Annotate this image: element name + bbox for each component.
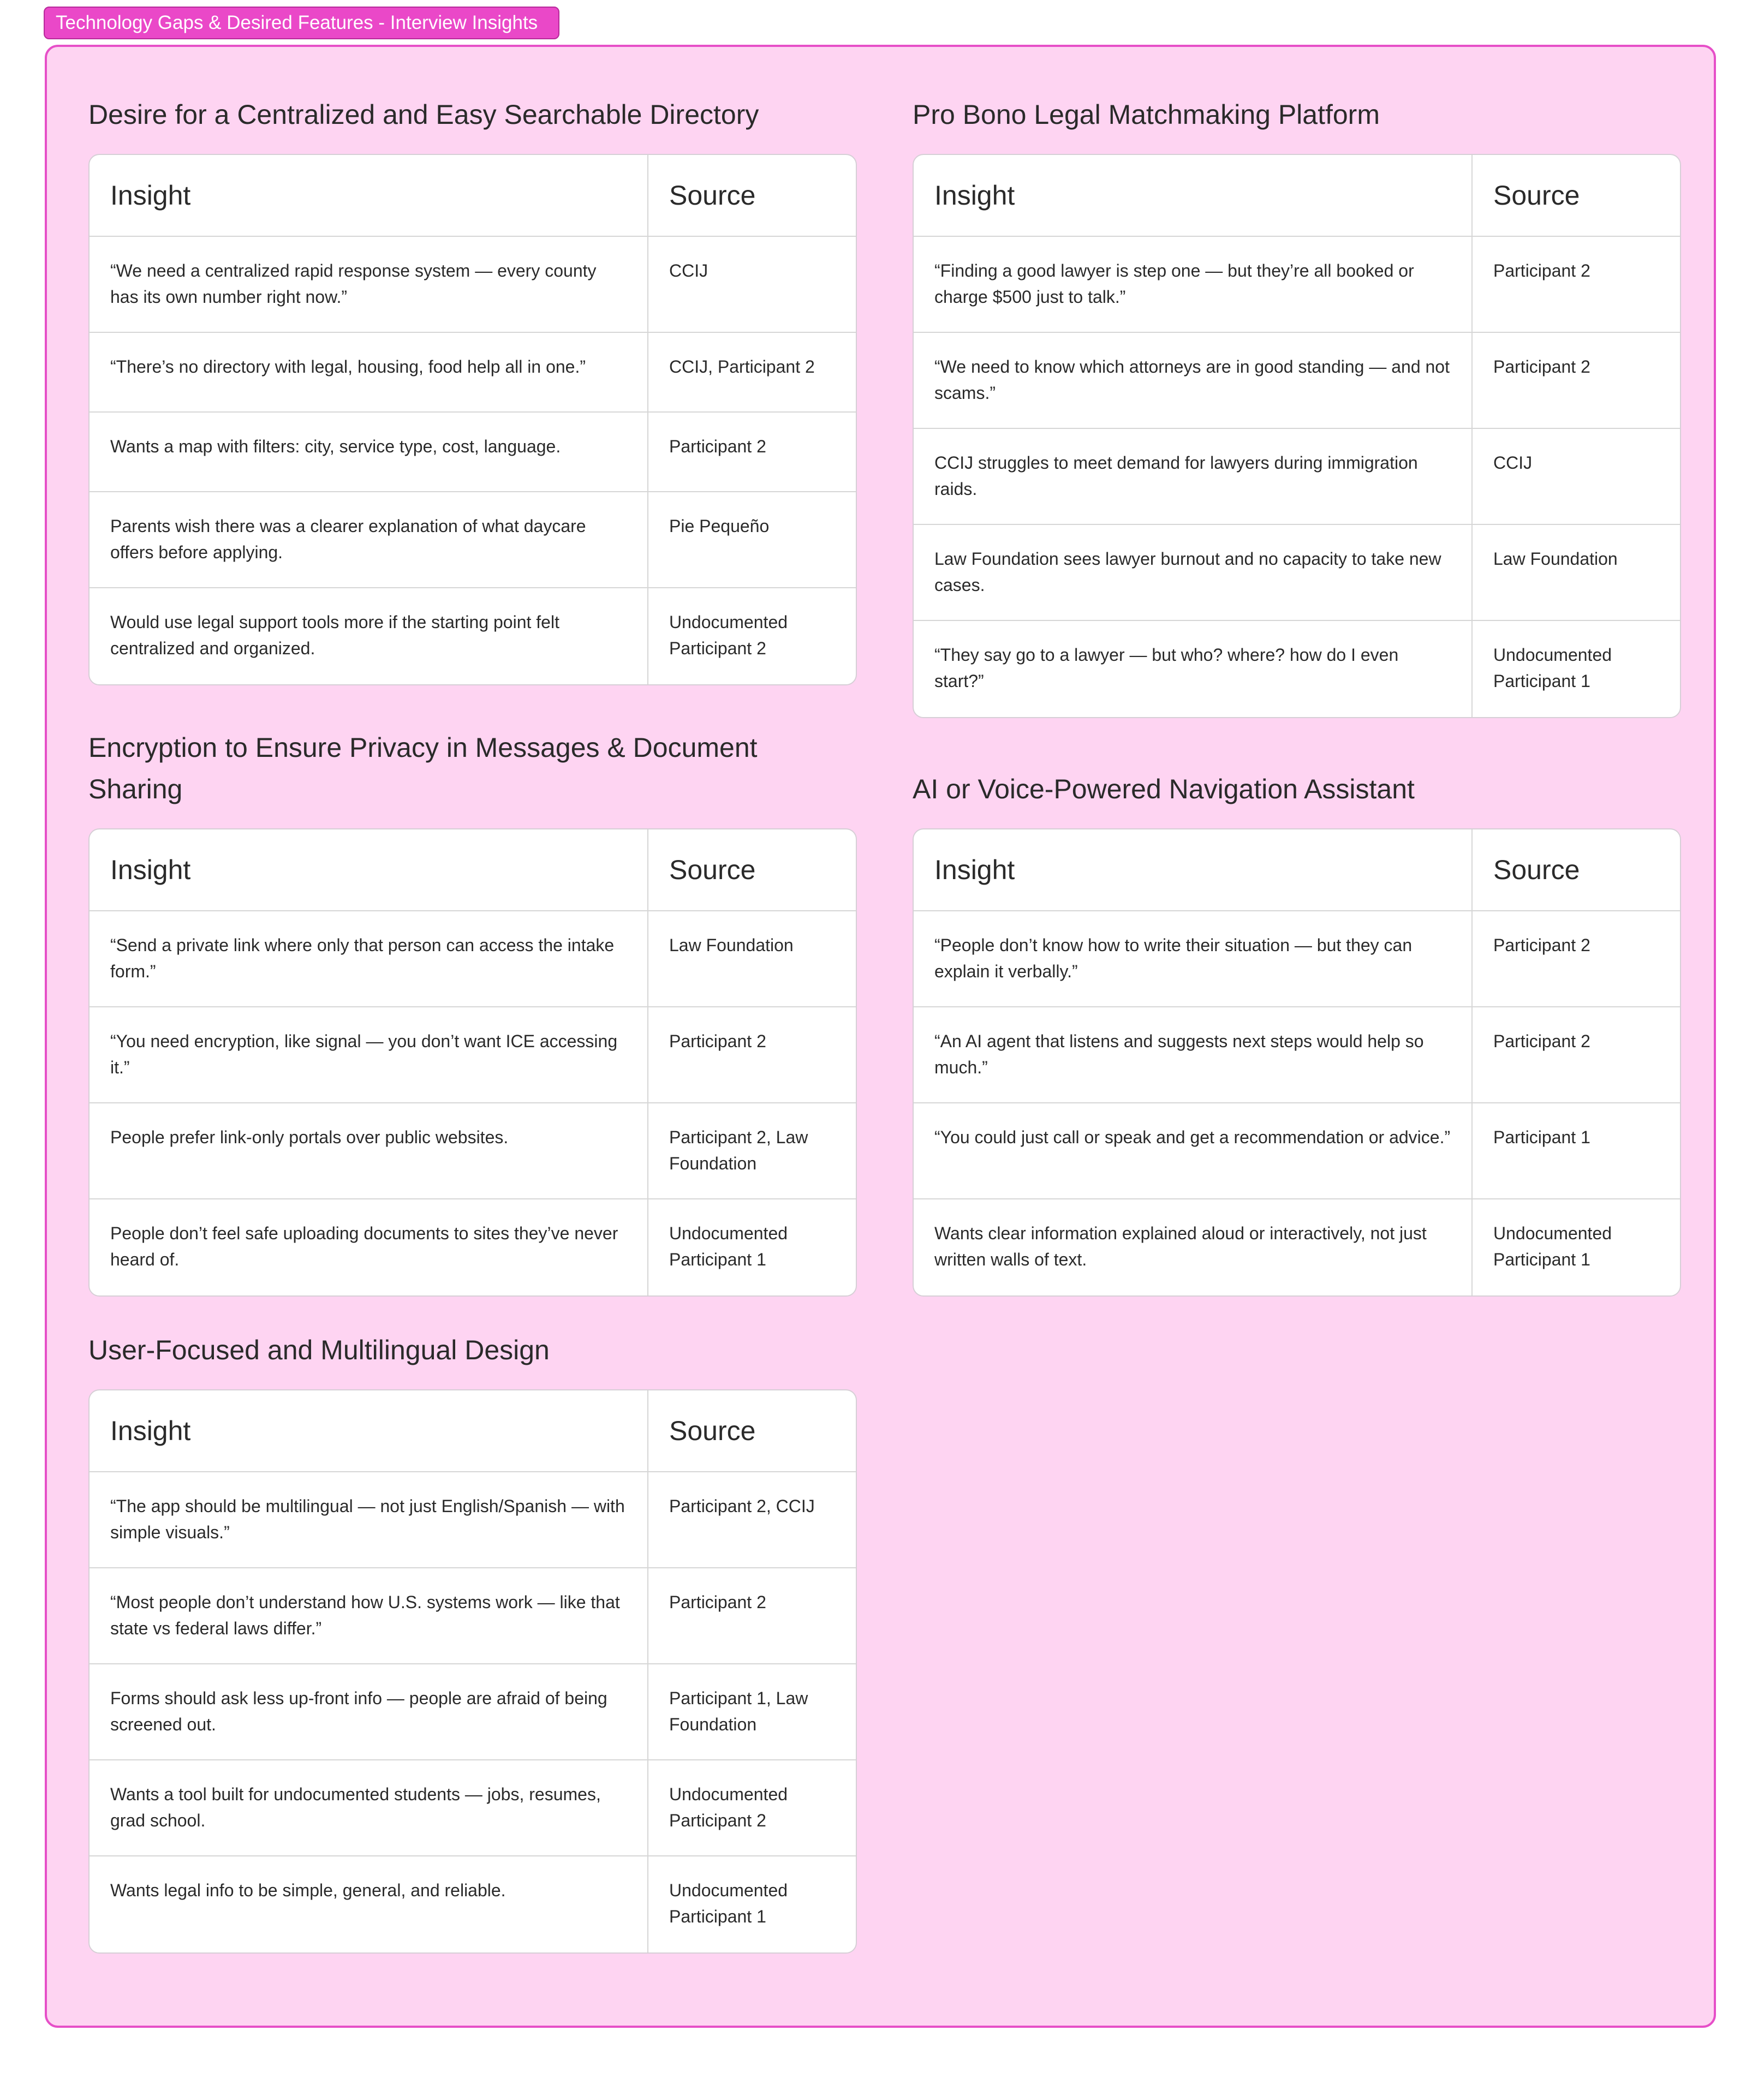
insights-table — [913, 828, 1681, 1297]
table-row — [914, 621, 1680, 717]
source-column-header: Source — [648, 155, 856, 237]
source-cell: Participant 2 — [1473, 1007, 1680, 1103]
frame-title[interactable]: Technology Gaps & Desired Features - Interview Insights — [44, 7, 559, 39]
table-row — [914, 429, 1680, 525]
section-centralized-directory — [88, 94, 857, 685]
source-cell: Participant 2 — [1473, 237, 1680, 333]
section-title: Encryption to Ensure Privacy in Messages & Document Sharing — [88, 732, 758, 804]
source-cell: Participant 2 — [648, 1568, 856, 1664]
insight-cell: “Most people don’t understand how U.S. systems work — like that state vs federal laws differ.” — [90, 1568, 648, 1664]
insight-cell: “An AI agent that listens and suggests next steps would help so much.” — [914, 1007, 1473, 1103]
table-row — [90, 413, 856, 492]
source-cell: Participant 2, CCIJ — [648, 1472, 856, 1568]
insights-table — [913, 154, 1681, 718]
source-cell: Participant 2 — [648, 413, 856, 492]
table-row — [914, 911, 1680, 1007]
source-cell: CCIJ — [648, 237, 856, 333]
table-row — [90, 1007, 856, 1103]
source-cell: Undocumented Participant 2 — [648, 1760, 856, 1856]
table-row — [90, 1856, 856, 1952]
source-cell: Law Foundation — [1473, 525, 1680, 621]
insight-column-header: Insight — [90, 829, 648, 911]
insight-cell: Parents wish there was a clearer explanation of what daycare offers before applying. — [90, 492, 648, 588]
insight-cell: Wants a map with filters: city, service type, cost, language. — [90, 413, 648, 492]
table-header-row — [914, 829, 1680, 911]
table-row — [90, 1103, 856, 1199]
section-multilingual-design — [88, 1329, 857, 1954]
insight-cell: People don’t feel safe uploading documents to sites they’ve never heard of. — [90, 1199, 648, 1295]
insight-cell: Wants legal info to be simple, general, and reliable. — [90, 1856, 648, 1952]
insight-cell: Law Foundation sees lawyer burnout and no capacity to take new cases. — [914, 525, 1473, 621]
source-cell: Participant 1 — [1473, 1103, 1680, 1199]
section-ai-voice-assistant — [913, 768, 1681, 1297]
table-row — [90, 911, 856, 1007]
insight-column-header: Insight — [914, 829, 1473, 911]
table-header-row — [914, 155, 1680, 237]
source-column-header: Source — [1473, 829, 1680, 911]
insight-cell: People prefer link-only portals over public websites. — [90, 1103, 648, 1199]
table-row — [914, 1103, 1680, 1199]
table-header-row — [90, 1390, 856, 1472]
table-row — [914, 333, 1680, 429]
insight-cell: “The app should be multilingual — not just English/Spanish — with simple visuals.” — [90, 1472, 648, 1568]
insight-cell: “Finding a good lawyer is step one — but they’re all booked or charge $500 just to talk.” — [914, 237, 1473, 333]
table-header-row — [90, 829, 856, 911]
insight-cell: “People don’t know how to write their situation — but they can explain it verbally.” — [914, 911, 1473, 1007]
insight-cell: Forms should ask less up-front info — people are afraid of being screened out. — [90, 1664, 648, 1760]
table-header-row — [90, 155, 856, 237]
insight-column-header: Insight — [90, 155, 648, 237]
section-title: Desire for a Centralized and Easy Searchable Directory — [88, 99, 759, 130]
table-row — [914, 1199, 1680, 1295]
source-cell: Law Foundation — [648, 911, 856, 1007]
section-title: Pro Bono Legal Matchmaking Platform — [913, 99, 1380, 130]
table-row — [914, 525, 1680, 621]
source-column-header: Source — [648, 829, 856, 911]
table-row — [90, 237, 856, 333]
insights-table — [88, 1389, 857, 1954]
table-row — [90, 333, 856, 413]
table-row — [90, 492, 856, 588]
insight-cell: CCIJ struggles to meet demand for lawyers during immigration raids. — [914, 429, 1473, 525]
source-cell: CCIJ, Participant 2 — [648, 333, 856, 413]
insight-cell: Would use legal support tools more if the starting point felt centralized and organized. — [90, 588, 648, 684]
table-row — [90, 588, 856, 684]
insight-cell: Wants clear information explained aloud or interactively, not just written walls of text. — [914, 1199, 1473, 1295]
source-cell: Participant 2, Law Foundation — [648, 1103, 856, 1199]
source-cell: Undocumented Participant 1 — [1493, 1223, 1612, 1269]
section-pro-bono-matchmaking — [913, 94, 1681, 718]
insights-table — [88, 828, 857, 1297]
insight-cell: “You need encryption, like signal — you don’t want ICE accessing it.” — [90, 1007, 648, 1103]
table-row — [90, 1472, 856, 1568]
insight-cell: “Send a private link where only that person can access the intake form.” — [90, 911, 648, 1007]
source-cell: Pie Pequeño — [648, 492, 856, 588]
source-cell: Participant 2 — [1473, 911, 1680, 1007]
insight-column-header: Insight — [90, 1390, 648, 1472]
table-row — [914, 237, 1680, 333]
source-cell: CCIJ — [1473, 429, 1680, 525]
table-row — [90, 1760, 856, 1856]
table-row — [914, 1007, 1680, 1103]
source-cell: Participant 2 — [648, 1007, 856, 1103]
table-row — [90, 1199, 856, 1295]
section-title: User-Focused and Multilingual Design — [88, 1335, 550, 1365]
source-column-header: Source — [648, 1390, 856, 1472]
source-cell: Undocumented Participant 2 — [669, 612, 788, 658]
insights-board — [45, 45, 1716, 2028]
table-row — [90, 1664, 856, 1760]
source-cell: Participant 1, Law Foundation — [648, 1664, 856, 1760]
source-cell: Undocumented Participant 1 — [669, 1880, 788, 1926]
source-column-header: Source — [1473, 155, 1680, 237]
insight-cell: “We need to know which attorneys are in good standing — and not scams.” — [914, 333, 1473, 429]
insight-cell: “We need a centralized rapid response system — every county has its own number right now.” — [90, 237, 648, 333]
insight-cell: Wants a tool built for undocumented students — jobs, resumes, grad school. — [90, 1760, 648, 1856]
insight-cell: “You could just call or speak and get a recommendation or advice.” — [914, 1103, 1473, 1199]
source-cell: Undocumented Participant 1 — [1493, 645, 1612, 691]
insight-cell: “They say go to a lawyer — but who? where? how do I even start?” — [914, 621, 1473, 717]
section-encryption-privacy — [88, 727, 857, 1297]
insight-cell: “There’s no directory with legal, housing, food help all in one.” — [90, 333, 648, 413]
table-row — [90, 1568, 856, 1664]
source-cell: Undocumented Participant 1 — [669, 1223, 788, 1269]
source-cell: Participant 2 — [1473, 333, 1680, 429]
insight-column-header: Insight — [914, 155, 1473, 237]
section-title: AI or Voice-Powered Navigation Assistant — [913, 774, 1415, 804]
insights-table — [88, 154, 857, 685]
